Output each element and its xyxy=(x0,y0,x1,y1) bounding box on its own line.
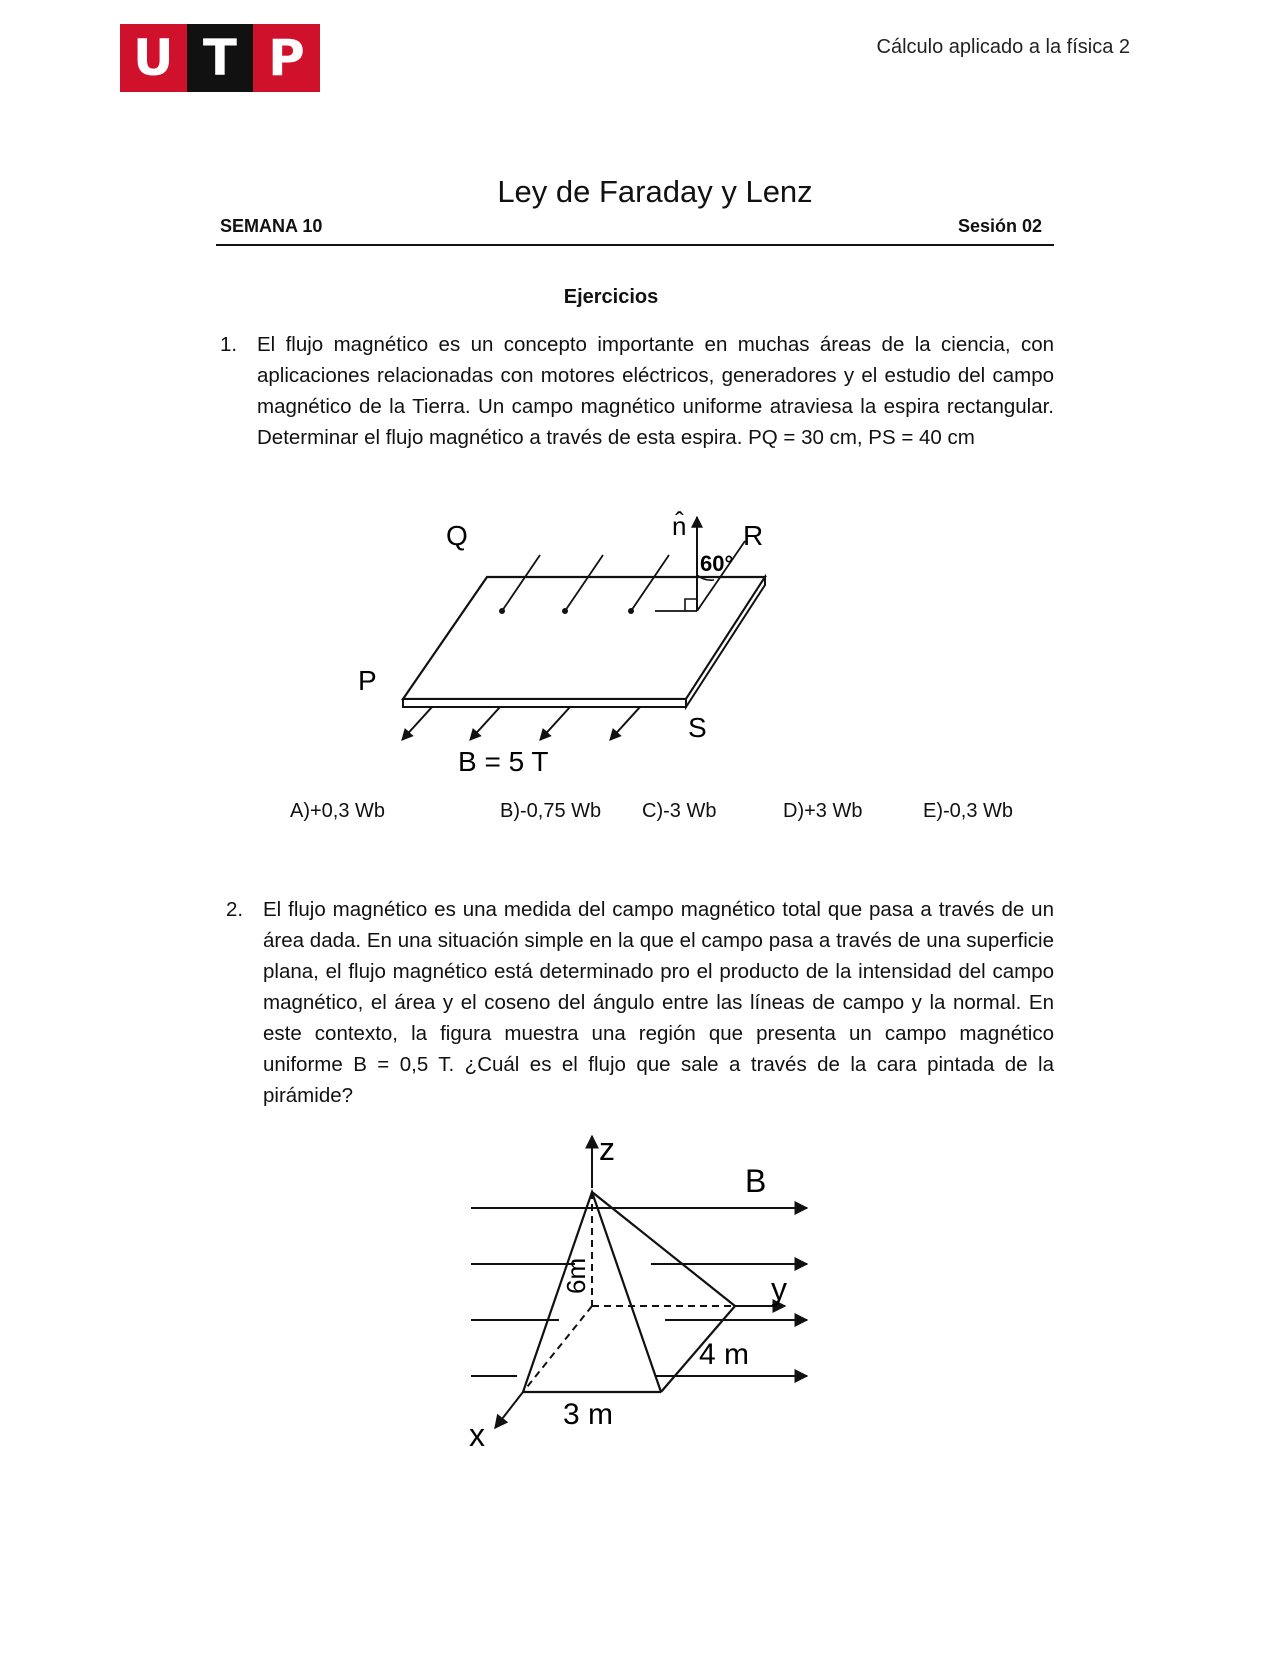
course-name: Cálculo aplicado a la física 2 xyxy=(876,36,1130,58)
logo-letter-u: U xyxy=(120,24,187,92)
label-z: z xyxy=(599,1131,615,1167)
field-line-point xyxy=(499,608,505,614)
label-angle: 60° xyxy=(700,551,734,576)
field-arrow-below xyxy=(402,707,432,740)
field-arrow-below xyxy=(470,707,500,740)
option-c: C)-3 Wb xyxy=(642,800,717,822)
plate-top xyxy=(403,577,765,699)
field-arrow-below xyxy=(610,707,640,740)
question-1 xyxy=(220,329,1054,453)
question-number: 2. xyxy=(226,898,244,921)
label-p: P xyxy=(358,665,377,696)
label-height: 6m xyxy=(561,1257,591,1294)
week-label: SEMANA 10 xyxy=(220,216,323,236)
week-session-row xyxy=(216,216,1052,237)
label-field: B = 5 T xyxy=(458,746,549,777)
label-s: S xyxy=(688,712,707,743)
option-b: B)-0,75 Wb xyxy=(500,800,602,822)
logo-letter-p: P xyxy=(253,24,320,92)
x-axis xyxy=(495,1392,523,1428)
label-width: 3 m xyxy=(563,1398,614,1431)
section-title: Ejercicios xyxy=(563,286,659,308)
label-y: y xyxy=(771,1271,787,1307)
question-text: El flujo magnético es una medida del campo magnético total que pasa a través de un área dada. En una situación simple en la que el campo pasa a través de una superficie plana, el flujo magnético está determinado pro el producto de la intensidad del campo magnético, el área y el coseno del ángulo entre las líneas de campo y la normal. En este contexto, la figura muestra una región que presenta un campo magnético uniforme B = 0,5 T. ¿Cuál es el flujo que sale a través de la cara pintada de la pirámide? xyxy=(263,898,1054,1107)
label-depth: 4 m xyxy=(699,1338,750,1371)
loop-figure xyxy=(350,505,800,785)
pyramid-edge xyxy=(592,1192,735,1306)
question-2 xyxy=(226,894,1054,1111)
page-title: Ley de Faraday y Lenz xyxy=(497,174,813,209)
option-d: D)+3 Wb xyxy=(783,800,863,822)
label-x: x xyxy=(469,1417,485,1448)
label-b: B xyxy=(745,1163,767,1199)
label-q: Q xyxy=(446,520,468,551)
pyramid-figure xyxy=(455,1128,815,1448)
x-axis-hidden xyxy=(523,1306,592,1392)
question-number: 1. xyxy=(220,333,238,356)
field-line-point xyxy=(628,608,634,614)
option-e: E)-0,3 Wb xyxy=(923,800,1014,822)
session-label: Sesión 02 xyxy=(957,216,1042,236)
utp-logo xyxy=(120,24,320,92)
label-normal: n̂ xyxy=(672,511,687,541)
field-line-point xyxy=(562,608,568,614)
logo-letter-t: T xyxy=(187,24,254,92)
question-text: El flujo magnético es un concepto importante en muchas áreas de la ciencia, con aplicaciones relacionadas con motores eléctricos, generadores y el estudio del campo magnético de la Tierra. Un campo magnético uniforme atraviesa la espira rectangular. Determinar el flujo magnético a través de esta espira. PQ = 30 cm, PS = 40 cm xyxy=(257,333,1054,449)
option-a: A)+0,3 Wb xyxy=(290,800,386,822)
field-arrow-below xyxy=(540,707,570,740)
label-r: R xyxy=(743,520,764,551)
header-rule xyxy=(216,244,1054,246)
